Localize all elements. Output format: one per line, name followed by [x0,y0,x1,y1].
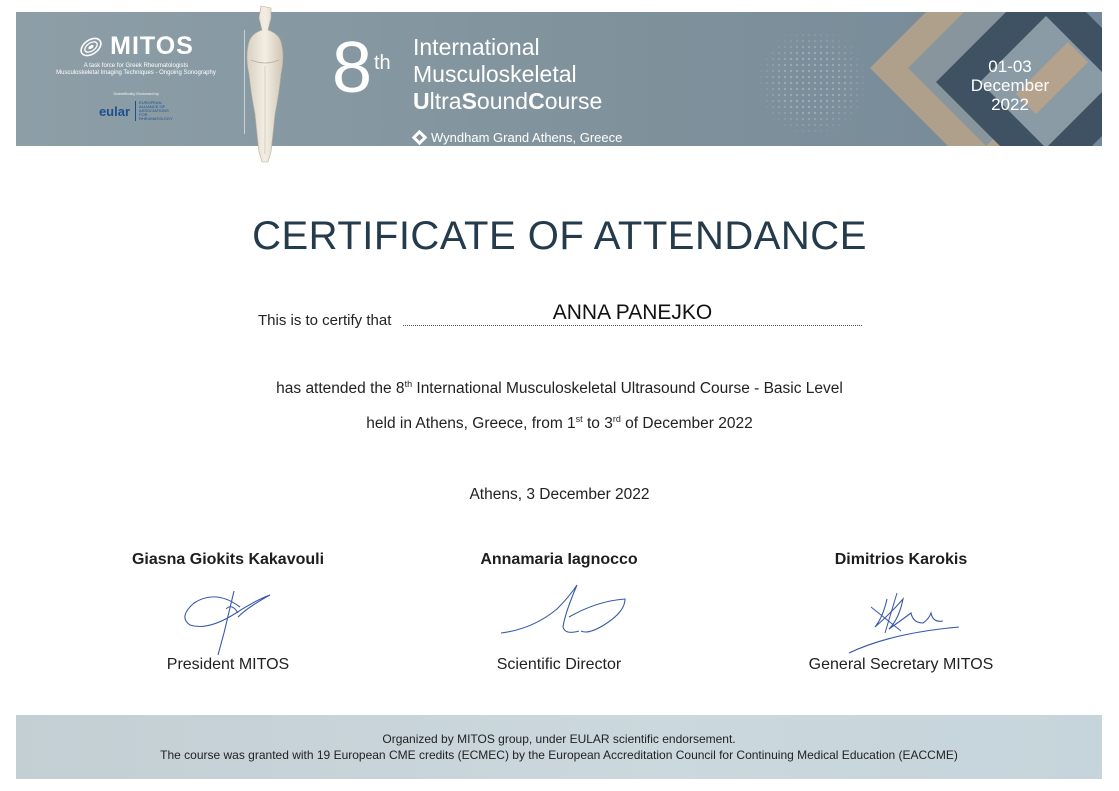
dates-year: 2022 [991,95,1029,114]
signatory-name: Giasna Giokits Kakavouli [131,551,325,568]
course-title [413,34,602,115]
course-dates [966,57,1054,114]
edition-suffix: th [374,52,391,74]
certify-prefix: This is to certify that [258,312,392,329]
logo-tagline-2: Musculoskeletal Imaging Techniques - Ongoing Sonography [56,70,216,76]
course-line-3: UltraSoundCourse [413,88,603,114]
certificate-title: CERTIFICATE OF ATTENDANCE [252,214,867,258]
name-dotted-line [403,325,862,326]
signatory-role: President MITOS [166,656,290,673]
signatory-scientific-director [429,551,689,673]
footer-credits: The course was granted with 19 European CME credits (ECMEC) by the European Accreditation Council for Continuing Medical Education (EACCME) [160,748,958,762]
signature-general-secretary [771,573,1031,657]
logo-name: MITOS [110,32,194,60]
cycladic-figurine [241,4,289,164]
signatory-president [98,551,358,673]
certify-line [258,301,862,331]
attendee-name: ANNA PANEJKO [552,301,713,324]
dates-range: 01-03 [988,57,1032,76]
footer-band [16,715,1102,779]
signatory-general-secretary [771,551,1031,673]
course-line-1: International [413,34,540,60]
place-date: Athens, 3 December 2022 [469,486,650,503]
venue-text: Wyndham Grand Athens, Greece [431,130,623,145]
venue [414,130,622,145]
eular-subtitle: EUROPEAN ALLIANCE OF ASSOCIATIONS FOR RHEUMATOLOGY [135,101,173,121]
signature-president [98,573,358,657]
course-dates-statement: held in Athens, Greece, from 1st to 3rd of December 2022 [366,414,753,433]
footer-organizer: Organized by MITOS group, under EULAR scientific endorsement. [382,732,736,746]
edition-number: 8 [332,28,373,108]
eular-wordmark: eular [98,103,131,119]
attendance-statement: has attended the 8th International Musculoskeletal Ultrasound Course - Basic Level [276,379,843,398]
signatory-name: Annamaria Iagnocco [480,551,638,568]
dot-pattern [752,32,872,132]
course-line-2: Musculoskeletal [413,61,577,87]
endorsed-label: Scientifically Endorsed by [113,91,159,96]
signatory-role: General Secretary MITOS [808,656,994,673]
logo-tagline-1: A task force for Greek Rheumatologists [83,63,189,69]
location-icon [412,130,428,146]
signature-scientific-director [429,573,689,657]
dates-month: December [970,76,1050,95]
signatory-name: Dimitrios Karokis [834,551,968,568]
signatory-role: Scientific Director [496,656,622,673]
header-banner [16,12,1102,146]
